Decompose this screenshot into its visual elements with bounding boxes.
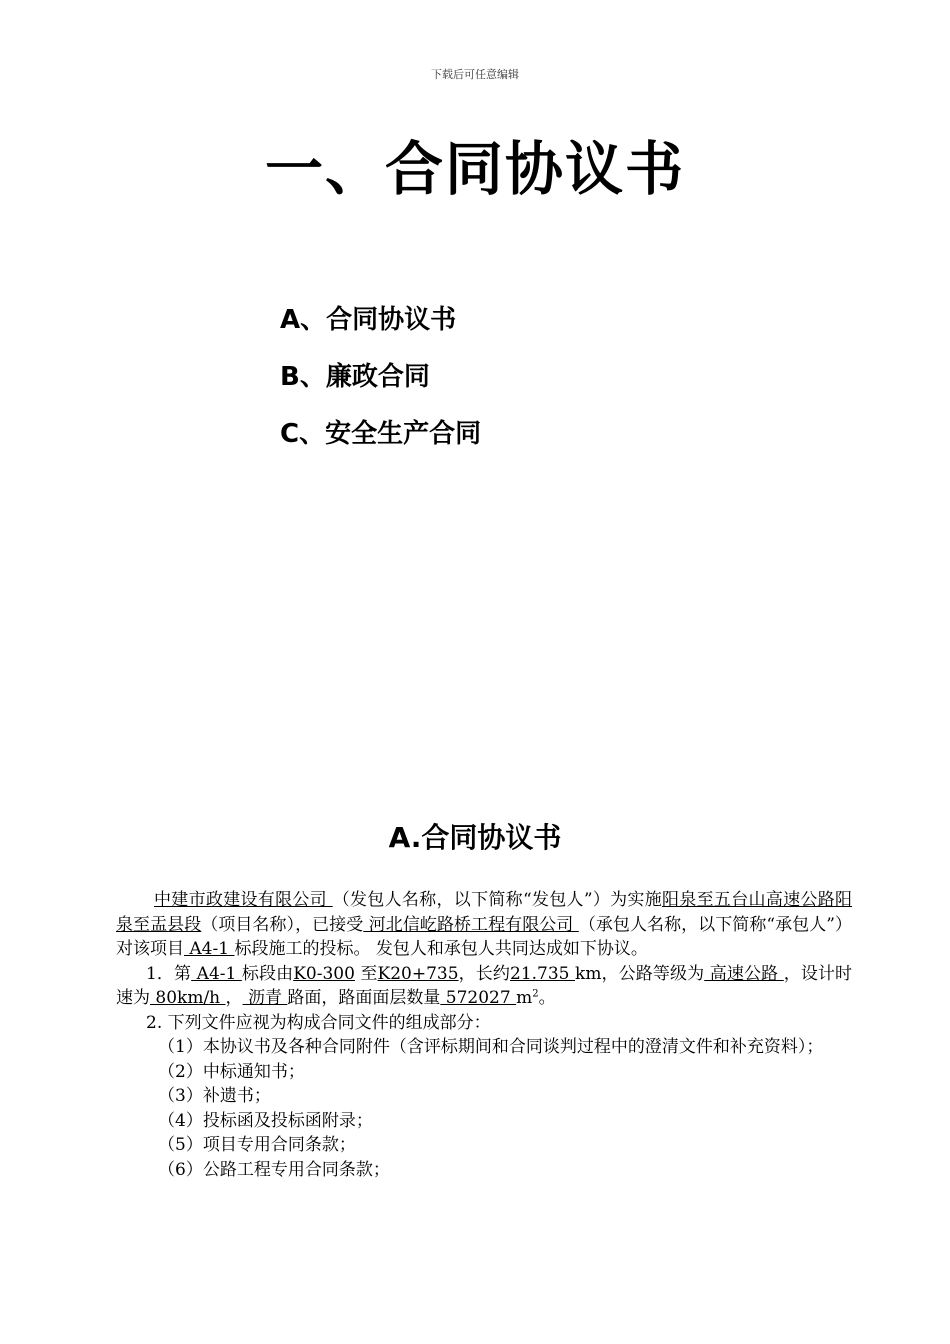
list-item: （2）中标通知书； (158, 1061, 305, 1082)
list-item: （1）本协议书及各种合同附件（含评标期间和合同谈判过程中的澄清文件和补充资料）； (158, 1037, 824, 1057)
agreement-intro (116, 888, 852, 962)
start-chainage: K0-300 (293, 963, 355, 984)
main-title: 一、合同协议书 (264, 135, 685, 203)
clause-1-text: ， (225, 988, 243, 1008)
area-unit: m (516, 988, 533, 1008)
clause-1-text: ，长约 (458, 963, 511, 984)
clause-1-text: ，设计时速为 (116, 963, 853, 1008)
clause-1-text: 1．第 (146, 963, 192, 984)
bid-section: A4-1 (184, 939, 235, 959)
employer-note: （发包人名称，以下简称“发包人”）为实施 (332, 890, 663, 910)
list-item: （6）公路工程专用合同条款； (158, 1159, 390, 1180)
clause-1-text: 至 (354, 963, 378, 984)
bid-note: 标段施工的投标。 发包人和承包人共同达成如下协议。 (234, 939, 648, 959)
area-unit-superscript: 2 (532, 988, 539, 1000)
toc-item-b: B、廉政合同 (280, 362, 430, 392)
toc-item-a: A、合同协议书 (280, 305, 457, 335)
page-header: 下载后可任意编辑 (431, 68, 519, 81)
clause-1 (116, 962, 852, 1011)
project-note: （项目名称），已接受 (201, 914, 364, 935)
contractor-note: （承包人名称，以下简称“承包人”）对该项目 (116, 914, 853, 959)
list-item: （3）补遗书； (158, 1086, 271, 1106)
list-item: （4）投标函及投标函附录； (158, 1110, 373, 1131)
project-name: 阳泉至五台山高速公路阳泉至盂县段 (116, 890, 853, 935)
section-title: A.合同协议书 (388, 821, 562, 854)
clause-1-text: 。 (538, 988, 556, 1008)
clause-1-text: 路面，路面面层数量 (287, 988, 441, 1008)
road-length: 21.735 (510, 963, 576, 984)
end-chainage: K20+735 (377, 963, 459, 984)
design-speed: 80km/h (150, 988, 226, 1008)
list-item: （5）项目专用合同条款； (158, 1135, 356, 1155)
clause-1-text: 标段由 (241, 963, 294, 984)
toc-item-c: C、安全生产合同 (280, 419, 482, 449)
agreement-body (116, 888, 852, 1182)
contractor-name: 河北信屹路桥工程有限公司 (363, 914, 579, 935)
employer-name: 中建市政建设有限公司 (154, 890, 333, 910)
clause-2: 2. 下列文件应视为构成合同文件的组成部分： (146, 1012, 491, 1033)
clause-1-text: km，公路等级为 (575, 963, 705, 984)
road-grade: 高速公路 (704, 963, 784, 984)
table-of-contents (280, 298, 481, 469)
pavement-area: 572027 (440, 988, 517, 1008)
pavement-type: 沥青 (242, 988, 288, 1008)
clause-1-section: A4-1 (191, 963, 242, 984)
